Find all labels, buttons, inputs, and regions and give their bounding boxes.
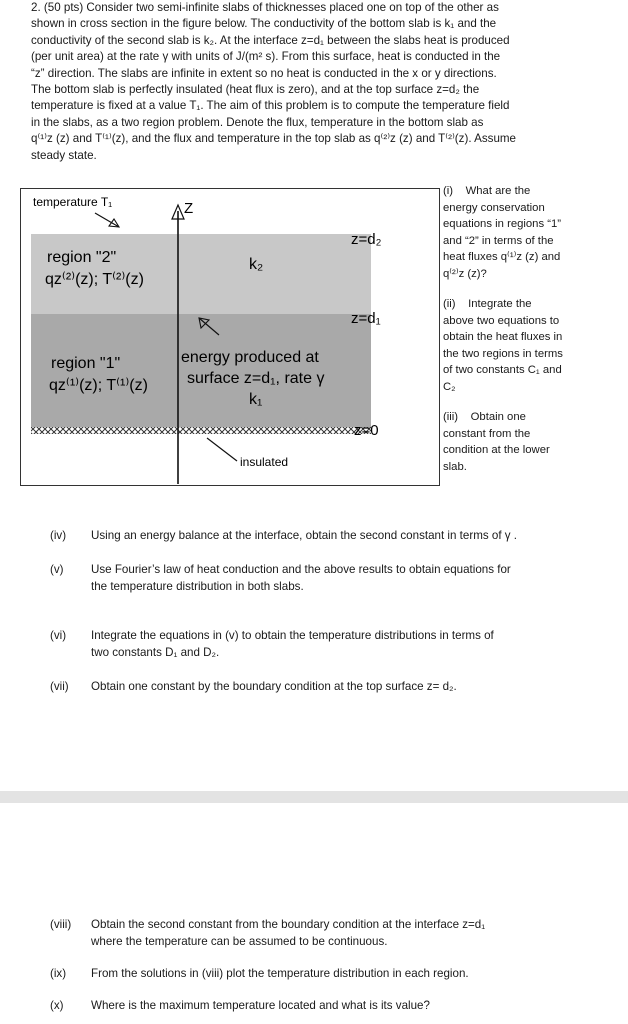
problem-line: shown in cross section in the figure below. The conductivity of the bottom slab is k₁ and the <box>31 17 497 31</box>
question-text <box>91 628 494 661</box>
energy-line-2: surface z=d₁, rate γ <box>187 370 325 387</box>
region2-title: region "2" <box>47 249 117 266</box>
problem-line: in the slabs, as a two region problem. Denote the flux, temperature in the bottom slab as <box>31 115 484 129</box>
k2-label: k₂ <box>249 256 264 273</box>
side-question <box>443 296 563 395</box>
question-number: (vi) <box>50 629 67 642</box>
side-question-text: Integrate the above two equations to obtain the heat fluxes in the two regions in terms of two constants C₁ and C₂ <box>443 298 563 393</box>
question-line: Integrate the equations in (v) to obtain the temperature distributions in terms of <box>91 629 494 642</box>
side-question <box>443 409 563 475</box>
question-line: Use Fourier’s law of heat conduction and the above results to obtain equations for <box>91 563 511 576</box>
slab-diagram <box>21 189 439 485</box>
temperature-arrow <box>95 213 119 227</box>
question-line: From the solutions in (viii) plot the temperature distribution in each region. <box>91 967 469 980</box>
question-text <box>91 562 511 595</box>
region1-vars: qᴢ⁽¹⁾(z); T⁽¹⁾(z) <box>49 377 148 394</box>
question-text <box>91 998 430 1015</box>
problem-line: temperature is fixed at a value T₁. The aim of this problem is to compute the temperature field <box>31 99 510 113</box>
k1-label: k₁ <box>249 391 263 408</box>
side-question-number: (i) <box>443 185 454 197</box>
question-number: (vii) <box>50 680 69 693</box>
question-line: two constants D₁ and D₂. <box>91 645 220 659</box>
side-question-number: (ii) <box>443 298 456 310</box>
problem-line: conductivity of the second slab is k₂. At the interface z=d₁ between the slabs heat is produced <box>31 33 510 47</box>
insulated-arrow <box>207 438 237 461</box>
insulated-label: insulated <box>240 455 289 469</box>
question-number: (iv) <box>50 529 67 542</box>
z-d1-label: z=d₁ <box>351 310 381 327</box>
side-question-text: What are the energy conservation equations in regions “1” and “2” in terms of the heat fluxes q⁽¹⁾ᴢ (z) and q⁽²⁾ᴢ (z)? <box>443 185 562 280</box>
problem-line: The bottom slab is perfectly insulated (heat flux is zero), and at the top surface z=d₂ the <box>31 83 480 97</box>
side-questions <box>443 183 563 489</box>
page-break-separator <box>0 791 628 803</box>
energy-line-1: energy produced at <box>181 349 319 366</box>
question-number: (viii) <box>50 918 72 931</box>
question-line: Obtain the second constant from the boundary condition at the interface z=d₁ <box>91 918 486 931</box>
question-number: (ix) <box>50 967 67 980</box>
question-text <box>91 528 517 545</box>
problem-line: “z” direction. The slabs are infinite in extent so no heat is conducted in the x or y directions. <box>31 66 497 80</box>
side-question-number: (iii) <box>443 411 459 423</box>
question-line: Obtain one constant by the boundary condition at the top surface z= d₂. <box>91 680 457 693</box>
problem-line: (per unit area) at the rate γ with units of J/(m² s). From this surface, heat is conducted in the <box>31 50 501 64</box>
question-text <box>91 966 469 983</box>
question-line: the temperature distribution in both slabs. <box>91 579 304 593</box>
problem-line: 2. (50 pts) Consider two semi-infinite slabs of thicknesses placed one on top of the other as <box>31 1 499 14</box>
question-line: where the temperature can be assumed to be continuous. <box>91 934 388 948</box>
temperature-label: temperature T₁ <box>33 195 113 209</box>
side-question <box>443 183 563 282</box>
z-0-label: z=0 <box>354 422 379 439</box>
slab-figure <box>20 188 440 486</box>
question-line: Using an energy balance at the interface, obtain the second constant in terms of γ . <box>91 529 518 542</box>
z-axis-label: Z <box>184 200 194 217</box>
question-text <box>91 917 485 950</box>
insulation-hatch <box>31 427 371 434</box>
question-number: (x) <box>50 999 64 1012</box>
question-line: Where is the maximum temperature located and what is its value? <box>91 999 430 1012</box>
question-text <box>91 679 457 696</box>
problem-line: steady state. <box>31 148 97 162</box>
region1-title: region "1" <box>51 355 121 372</box>
problem-line: q⁽¹⁾ᴢ (z) and T⁽¹⁾(z), and the flux and temperature in the top slab as q⁽²⁾ᴢ (z) and T⁽²⁾(z). Assume <box>31 132 517 146</box>
question-number: (v) <box>50 563 64 576</box>
problem-statement <box>31 0 591 164</box>
z-d2-label: z=d₂ <box>351 231 382 248</box>
region2-vars: qᴢ⁽²⁾(z); T⁽²⁾(z) <box>45 271 144 288</box>
side-question-text: Obtain one constant from the condition at the lower slab. <box>443 411 550 473</box>
